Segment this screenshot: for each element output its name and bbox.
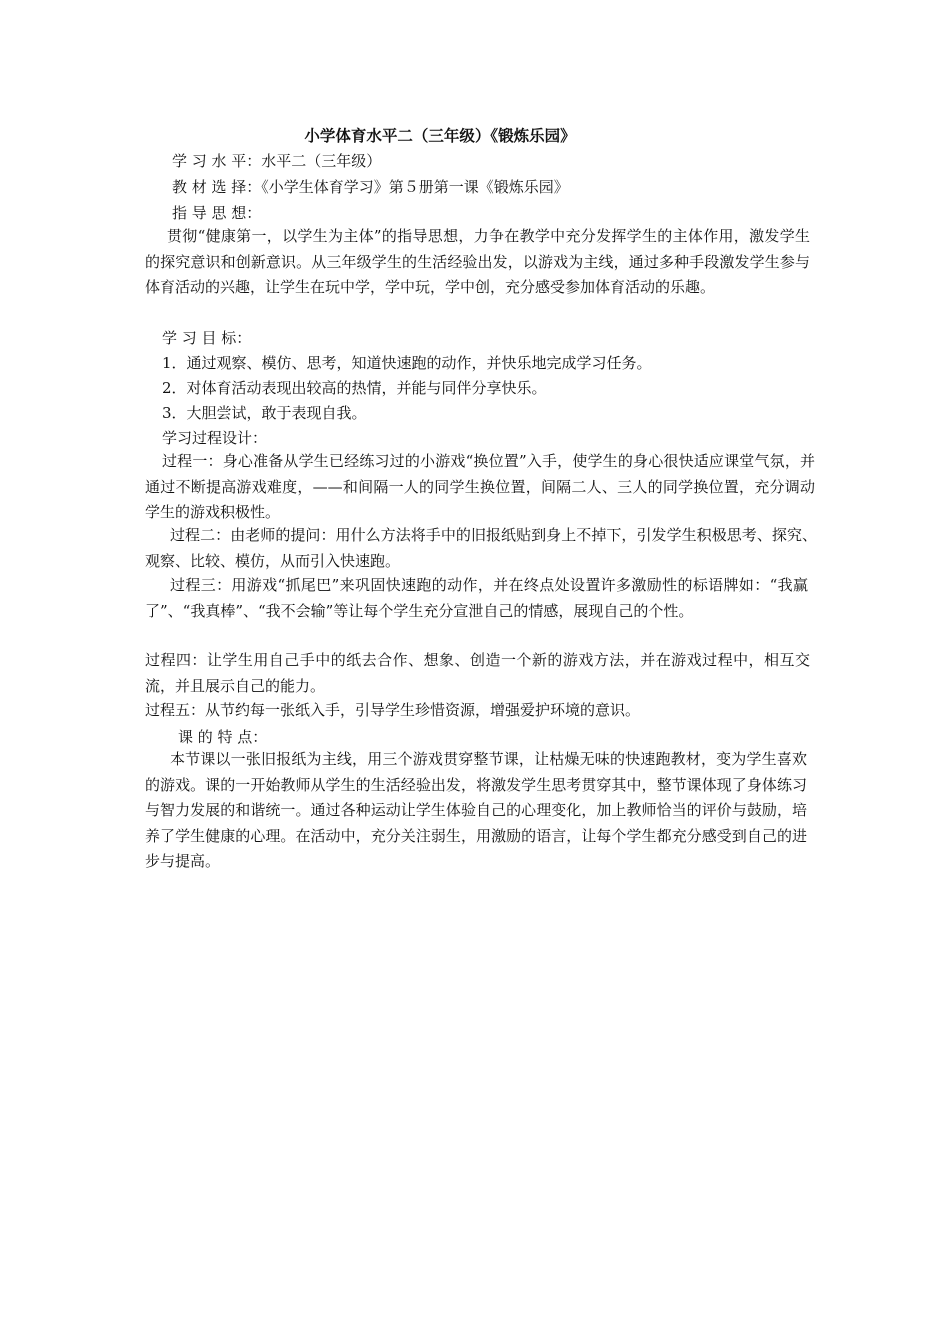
process-four-paragraph: 过程四：让学生用自己手中的纸去合作、想象、创造一个新的游戏方法，并在游戏过程中，相互交流，并且展示自己的能力。	[145, 651, 810, 695]
process-one-paragraph: 过程一：身心准备从学生已经练习过的小游戏“换位置”入手，使学生的身心很快适应课堂气氛，并通过不断提高游戏难度，——和间隔一人的同学生换位置，间隔二人、三人的同学换位置，充分调动学生的游戏积极性。	[145, 452, 815, 522]
process-three-paragraph: 过程三：用游戏“抓尾巴”来巩固快速跑的动作，并在终点处设置许多激励性的标语牌如：“我赢了”、“我真棒”、“我不会输”等让每个学生充分宣泄自己的情感，展现自己的个性。	[145, 576, 808, 620]
learning-goal-item-3: 3．大胆尝试，敢于表现自我。	[162, 404, 367, 422]
learning-goal-item-2: 2．对体育活动表现出较高的热情，并能与同伴分享快乐。	[162, 379, 547, 397]
learning-goals-label: 学 习 目 标：	[162, 329, 252, 347]
learning-level-line: 学 习 水 平：水平二（三年级）	[172, 152, 382, 170]
lesson-features-paragraph: 本节课以一张旧报纸为主线，用三个游戏贯穿整节课，让枯燥无味的快速跑教材，变为学生喜欢的游戏。课的一开始教师从学生的生活经验出发，将激发学生思考贯穿其中，整节课体现了身体练习与智力发展的和谐统一。通过各种运动让学生体验自己的心理变化，加上教师恰当的评价与鼓励，培养了学生健康的心理。在活动中，充分关注弱生，用激励的语言，让每个学生都充分感受到自己的进步与提高。	[145, 750, 807, 871]
document-title: 小学体育水平二（三年级）《锻炼乐园》	[304, 126, 576, 145]
material-selection-line: 教 材 选 择：《小学生体育学习》第５册第一课《锻炼乐园》	[172, 178, 569, 196]
process-two-paragraph: 过程二：由老师的提问：用什么方法将手中的旧报纸贴到身上不掉下，引发学生积极思考、探究、观察、比较、模仿，从而引入快速跑。	[145, 526, 817, 570]
guiding-thought-label: 指 导 思 想：	[172, 204, 262, 222]
process-design-label: 学习过程设计：	[162, 429, 268, 447]
lesson-features-label: 课 的 特 点：	[178, 728, 268, 746]
process-five-paragraph: 过程五：从节约每一张纸入手，引导学生珍惜资源，增强爱护环境的意识。	[145, 701, 641, 719]
learning-goal-item-1: 1．通过观察、模仿、思考，知道快速跑的动作，并快乐地完成学习任务。	[162, 354, 652, 372]
guiding-thought-paragraph: 贯彻“健康第一，以学生为主体”的指导思想，力争在教学中充分发挥学生的主体作用，激发学生的探究意识和创新意识。从三年级学生的生活经验出发，以游戏为主线，通过多种手段激发学生参与体育活动的兴趣，让学生在玩中学，学中玩，学中创，充分感受参加体育活动的乐趣。	[145, 227, 810, 297]
